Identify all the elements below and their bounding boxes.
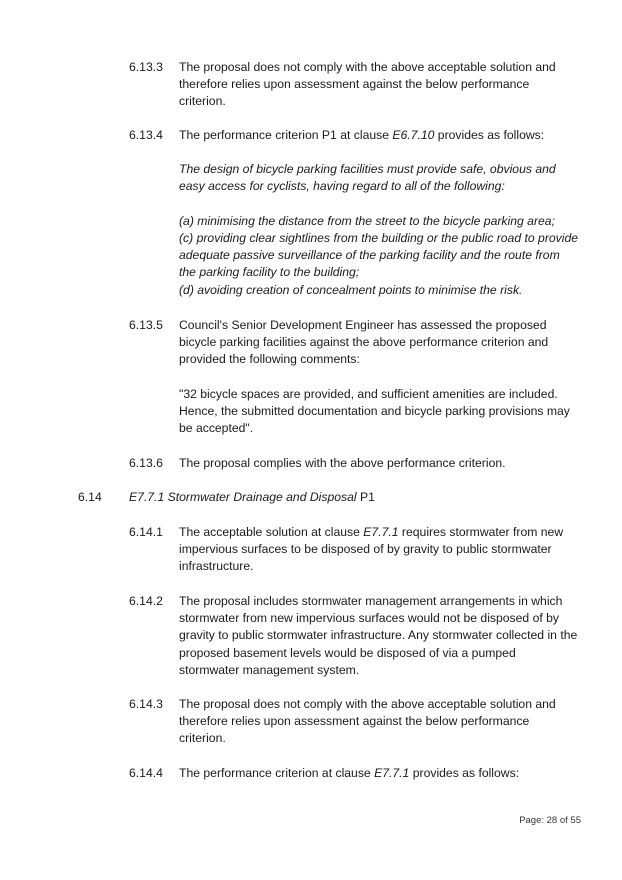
engineer-comment: "32 bicycle spaces are provided, and sufficient amenities are included. Hence, the submitted documentation and bicycle parking provisions may be accepted".: [179, 387, 570, 436]
quote-item-a: (a) minimising the distance from the street to the bicycle parking area;: [179, 214, 555, 228]
heading-number-6-14: 6.14: [78, 490, 102, 504]
section-number-6-13-3: 6.13.3: [129, 60, 163, 74]
section-text-6-14-1: [179, 524, 579, 576]
page-number: Page: 28 of 55: [519, 815, 581, 826]
section-number-6-14-4: 6.14.4: [129, 766, 163, 780]
section-number-6-14-3: 6.14.3: [129, 697, 163, 711]
section-number-6-14-1: 6.14.1: [129, 525, 163, 539]
section-text-6-14-3: The proposal does not comply with the above acceptable solution and therefore relies upon assessment against the below performance criterion.: [179, 697, 556, 746]
quote-item-c: (c) providing clear sightlines from the building or the public road to provide adequate passive surveillance of the parking facility and the route from the parking facility to the building;: [179, 231, 579, 280]
clause-reference: E7.7.1: [374, 766, 410, 780]
section-number-6-13-4: 6.13.4: [129, 128, 163, 142]
heading-clause: E7.7.1 Stormwater Drainage and Disposal: [129, 490, 357, 504]
text-suffix: requires stormwater from new impervious surfaces to be disposed of by gravity to public stormwater infrastructure.: [179, 525, 564, 574]
quote-intro: The design of bicycle parking facilities must provide safe, obvious and easy access for cyclists, having regard to all of the following:: [179, 162, 556, 194]
clause-reference: E7.7.1: [363, 525, 399, 539]
section-text-6-13-5: Council's Senior Development Engineer has assessed the proposed bicycle parking facilities against the above performance criterion and provided the following comments:: [179, 318, 549, 367]
section-number-6-14-2: 6.14.2: [129, 594, 163, 608]
heading-6-14: [129, 489, 549, 506]
section-number-6-13-6: 6.13.6: [129, 456, 163, 470]
text-prefix: The performance criterion P1 at clause: [179, 128, 393, 142]
heading-suffix: P1: [356, 490, 375, 504]
section-text-6-14-4: [179, 765, 579, 782]
section-text-6-13-3: The proposal does not comply with the above acceptable solution and therefore relies upon assessment against the below performance criterion.: [179, 60, 556, 109]
section-text-6-13-6: The proposal complies with the above performance criterion.: [179, 456, 506, 470]
text-suffix: provides as follows:: [409, 766, 520, 780]
text-prefix: The acceptable solution at clause: [179, 525, 364, 539]
section-text-6-14-2: The proposal includes stormwater management arrangements in which stormwater from new impervious surfaces would not be disposed of by gravity to public stormwater infrastructure. Any stormwater collected in the proposed basement levels would be disposed of via a pumped stormwater management system.: [179, 594, 578, 677]
quote-item-d: (d) avoiding creation of concealment points to minimise the risk.: [179, 283, 523, 297]
section-text-6-13-4: [179, 127, 579, 144]
text-suffix: provides as follows:: [434, 128, 545, 142]
section-number-6-13-5: 6.13.5: [129, 318, 163, 332]
clause-reference: E6.7.10: [392, 128, 435, 142]
text-prefix: The performance criterion at clause: [179, 766, 375, 780]
